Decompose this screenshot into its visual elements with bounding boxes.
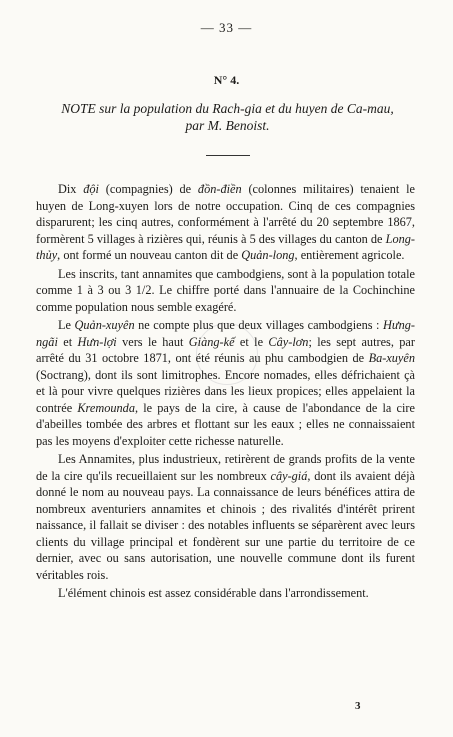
italic-term: Quản-xuyên <box>74 318 135 332</box>
text-run: vers le haut <box>116 334 189 349</box>
title-divider <box>206 155 250 156</box>
text-run: (colonnes militaires) tenaient le huyen de Long-xuyen lors de notre occupation. Cinq de ces compagnies disparurent; les cinq autres, conformément à l'arrêté du 20 septembre 1867, formèrent 5 villages à rizières qui, réunis à 5 des villages du canton de <box>36 182 415 246</box>
italic-term: Quản-long <box>241 248 295 262</box>
italic-term: Hưn-lợi <box>77 334 117 349</box>
text-run: , ont formé un nouveau canton dit de <box>57 248 242 262</box>
page-number: — 33 — <box>200 20 253 35</box>
note-title <box>30 100 425 134</box>
text-run: et le <box>234 334 269 349</box>
note-author-line: par M. Benoist. <box>185 118 270 133</box>
italic-term: Giàng-kế <box>188 334 235 349</box>
signature-mark: 3 <box>355 700 361 712</box>
text-run: et <box>57 334 78 349</box>
text-run: (Soctrang), dont ils sont limitrophes. Encore nomades, elles défrichaient çà et là pour vivre quelques rizières dans les lieux propices; elles appelaient la contrée <box>36 367 415 415</box>
paragraph <box>36 585 415 602</box>
section-number: N° 4. <box>213 73 240 87</box>
text-run: ne compte plus que deux villages cambodgiens : <box>134 318 384 332</box>
italic-term: Long-thủy <box>36 231 415 262</box>
text-run: Les Annamites, plus industrieux, retirèrent de grands profits de la vente de la cire qu'ils recueillaient sur les nombreux <box>36 452 415 483</box>
italic-term: Ba-xuyên <box>368 351 415 365</box>
text-run: ; les sept autres, par arrêté du 31 octobre 1871, ont été réunis au phu cambodgien de <box>36 334 415 365</box>
text-run: , entièrement agricole. <box>294 248 405 262</box>
text-run: Les inscrits, tant annamites que cambodgiens, sont à la population totale comme 1 à 3 ou 3 1/2. Le chiffre porté dans l'annuaire de la Cochinchine comme population nous semble exagéré. <box>36 266 415 314</box>
paragraph <box>36 181 415 264</box>
text-run: Dix <box>58 182 84 196</box>
italic-term: đội <box>83 182 99 196</box>
paragraph <box>36 317 415 449</box>
body-text <box>36 181 415 604</box>
paragraph <box>36 451 415 583</box>
text-run: (compagnies) de <box>98 182 198 196</box>
note-title-line: NOTE sur la population du Rach-gia et du huyen de Ca-mau, <box>61 101 394 116</box>
italic-term: Cây-lơn <box>268 334 309 349</box>
text-run: L'élément chinois est assez considérable dans l'arrondissement. <box>58 586 369 600</box>
text-run: , le pays de la cire, à cause de l'abondance de la cire d'abeilles tombée des arbres et flottant sur les eaux ; elles ne connaissaient pas les moyens d'exploiter cette richesse naturelle. <box>36 400 415 448</box>
italic-term: Kremounda <box>77 400 135 415</box>
italic-term: cây-giá <box>270 468 308 483</box>
italic-term: Hưng-ngãi <box>36 318 415 349</box>
text-run: , dont ils avaient déjà donné le nom au nouveau pays. La connaissance de leurs bénéfices attira de nombreux aventuriers annamites et chinois ; des rivalités d'intérêt prirent naissance, il fallait se diviser : des notables influents se séparèrent avec leurs clients du village principal et fondèrent sur une partie du territoire de ce dernier, avec ou sans autorisation, une nouvelle commune dont ils furent véritables rois. <box>36 468 415 582</box>
text-run: Le <box>58 318 75 332</box>
paragraph <box>36 266 415 316</box>
italic-term: đồn-điền <box>197 182 242 196</box>
